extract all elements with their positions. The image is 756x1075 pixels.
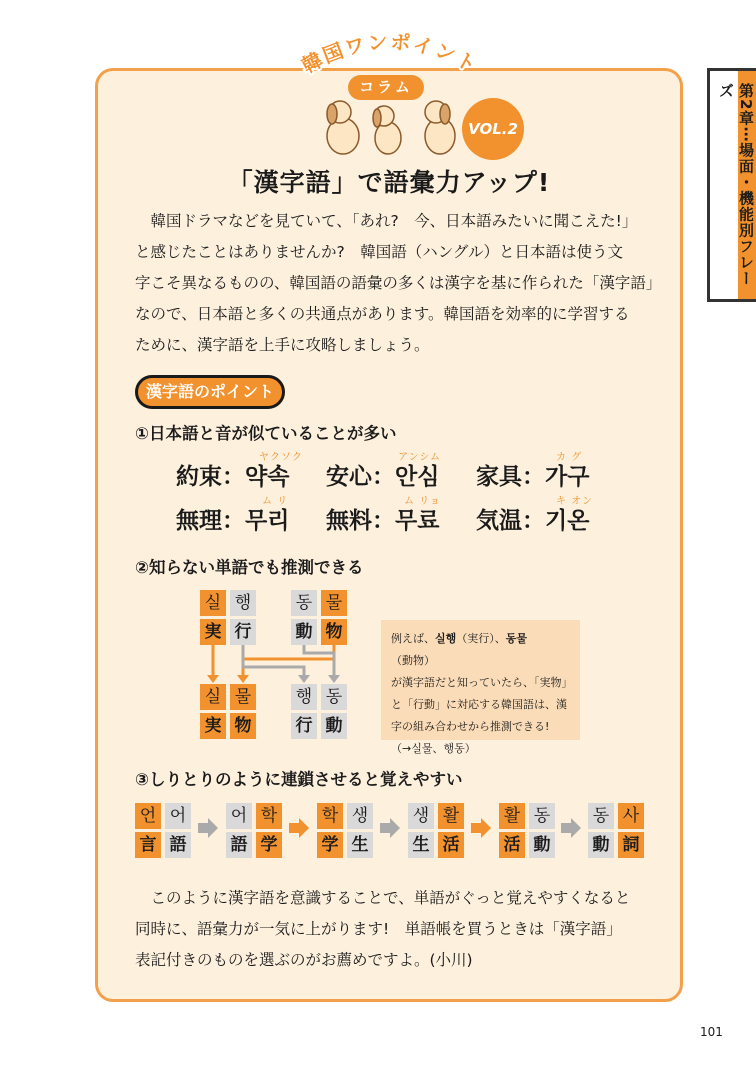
colon: ： [372, 464, 395, 490]
outro-line: 表記付きのものを選ぶのがお薦めですよ。(小川) [135, 951, 473, 969]
hanja-box: 동 [588, 803, 614, 829]
point2-heading: ②知らない単語でも推測できる [135, 558, 364, 577]
hanja-box: 물 [321, 590, 347, 616]
hanja-box: 動 [588, 832, 614, 858]
hanja-box: 활 [499, 803, 525, 829]
side-tab-dots: ⋯ [737, 126, 755, 143]
note-line: と「行動」に対応する韓国語は、漢 [391, 698, 567, 711]
ruby-text: ム リ [262, 496, 289, 507]
hanja-box: 活 [438, 832, 464, 858]
jp-word: 家具 [476, 464, 522, 490]
intro-line: 字こそ異なるものの、韓国語の語彙の多くは漢字を基に作られた「漢字語」 [135, 274, 662, 292]
hanja-box: 語 [226, 832, 252, 858]
page-title: 「漢字語」で語彙力アップ! [227, 168, 551, 197]
ruby-text: ヤクソク [259, 452, 303, 463]
note-line: （→실물、행동） [391, 742, 476, 755]
points-label: 漢字語のポイント [135, 375, 285, 409]
kr-word: 기온 [545, 508, 590, 534]
hanja-box: 물 [230, 684, 256, 710]
hanja-box: 生 [347, 832, 373, 858]
vocab-pair [176, 502, 289, 535]
hanja-box: 생 [347, 803, 373, 829]
inference-arrows [195, 645, 355, 687]
jp-word: 無料 [326, 508, 372, 534]
chain-arrow-icon [471, 818, 491, 838]
dogs-illustration [318, 96, 468, 158]
hanja-box: 동 [529, 803, 555, 829]
hanja-box: 行 [230, 619, 256, 645]
chapter-side-tab [707, 68, 756, 302]
vocab-pair [176, 458, 289, 491]
hanja-box: 学 [256, 832, 282, 858]
outro-line: 同時に、語彙力が一気に上がります! 単語帳を買うときは「漢字語」 [135, 920, 622, 938]
vocab-pair [476, 458, 589, 491]
page-number: 101 [700, 1025, 723, 1039]
chain-arrow-icon [289, 818, 309, 838]
intro-paragraph [135, 206, 662, 361]
chapter-label: 第2章 [737, 83, 755, 127]
colon: ： [372, 508, 395, 534]
hanja-box: 동 [321, 684, 347, 710]
ruby-text: カ グ [556, 452, 583, 463]
hanja-box: 実 [200, 713, 226, 739]
intro-line: と感じたことはありませんか? 韓国語（ハングル）と日本語は使う文 [135, 243, 623, 261]
hanja-box: 행 [230, 590, 256, 616]
hanja-box: 物 [230, 713, 256, 739]
intro-line: ために、漢字語を上手に攻略しましょう。 [135, 336, 430, 354]
jp-word: 約束 [176, 464, 222, 490]
hanja-box: 동 [291, 590, 317, 616]
colon: ： [522, 464, 545, 490]
hanja-box: 사 [618, 803, 644, 829]
svg-text:韓国ワンポイント [298, 30, 482, 78]
intro-line: 韓国ドラマなどを見ていて、「あれ? 今、日本語みたいに聞こえた!」 [135, 212, 638, 230]
note-text: 例えば、 [391, 632, 435, 645]
hanja-box: 語 [165, 832, 191, 858]
hanja-box: 실 [200, 684, 226, 710]
hanja-box: 実 [200, 619, 226, 645]
outro-line: このように漢字語を意識することで、単語がぐっと覚えやすくなると [135, 889, 631, 907]
ruby-text: ム リョ [404, 496, 441, 507]
column-badge: コラム [348, 75, 424, 100]
jp-word: 安心 [326, 464, 372, 490]
jp-word: 気温 [476, 508, 522, 534]
note-text: （実行）、 [456, 632, 506, 645]
kr-word: 가구 [545, 464, 590, 490]
hanja-box: 学 [317, 832, 343, 858]
kr-word: 안심 [395, 464, 440, 490]
chain-arrow-icon [380, 818, 400, 838]
hanja-box: 언 [135, 803, 161, 829]
outro-paragraph [135, 883, 655, 976]
kr-word: 약속 [245, 464, 290, 490]
kr-word: 무료 [395, 508, 440, 534]
vol-badge: VOL.2 [462, 98, 524, 160]
vocab-pair [476, 502, 589, 535]
hanja-box: 실 [200, 590, 226, 616]
hanja-box: 생 [408, 803, 434, 829]
note-line [391, 628, 570, 672]
hanja-box: 학 [256, 803, 282, 829]
chain-arrow-icon [198, 818, 218, 838]
vocab-pair [326, 502, 439, 535]
hanja-box: 어 [226, 803, 252, 829]
chain-arrow-icon [561, 818, 581, 838]
note-bold: 실행 [435, 632, 457, 645]
note-bold: 동물 [505, 632, 528, 645]
example-note [381, 620, 580, 755]
arc-text-path: 韓国ワンポイント [297, 29, 483, 78]
hanja-box: 動 [529, 832, 555, 858]
hanja-box: 物 [321, 619, 347, 645]
hanja-box: 행 [291, 684, 317, 710]
vocab-pair [326, 458, 439, 491]
point1-heading: ①日本語と音が似ていることが多い [135, 424, 397, 443]
ruby-text: キ オン [556, 496, 594, 507]
kr-word: 무리 [245, 508, 290, 534]
hanja-box: 詞 [618, 832, 644, 858]
jp-word: 無理 [176, 508, 222, 534]
section-label: 場面・機能別フレーズ [717, 83, 755, 287]
intro-line: なので、日本語と多くの共通点があります。韓国語を効率的に学習する [135, 305, 630, 323]
note-line: 字の組み合わせから推測できる! [391, 720, 550, 733]
hanja-box: 動 [321, 713, 347, 739]
hanja-box: 生 [408, 832, 434, 858]
hanja-box: 어 [165, 803, 191, 829]
colon: ： [522, 508, 545, 534]
hanja-box: 動 [291, 619, 317, 645]
colon: ： [222, 464, 245, 490]
hanja-box: 言 [135, 832, 161, 858]
ruby-text: アンシム [398, 452, 441, 463]
hanja-box: 활 [438, 803, 464, 829]
side-tab-text [716, 83, 756, 299]
note-line: が漢字語だと知っていたら、「実物」 [391, 676, 573, 689]
hanja-box: 학 [317, 803, 343, 829]
hanja-box: 行 [291, 713, 317, 739]
colon: ： [222, 508, 245, 534]
hanja-box: 活 [499, 832, 525, 858]
note-text: （動物） [391, 654, 435, 667]
point3-heading: ③しりとりのように連鎖させると覚えやすい [135, 770, 463, 789]
